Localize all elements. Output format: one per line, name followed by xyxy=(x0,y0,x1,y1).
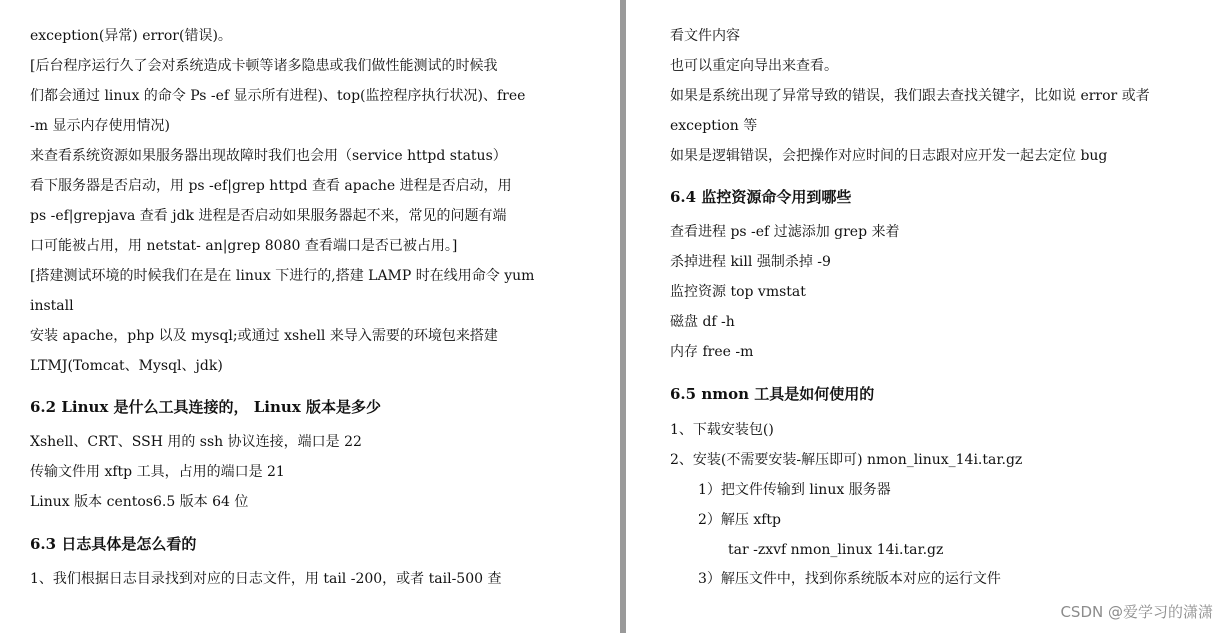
section-heading-6-4: 6.4 监控资源命令用到哪些 xyxy=(670,188,852,206)
text-line: 安装 apache，php 以及 mysql;或通过 xshell 来导入需要的环境包来搭建 xyxy=(30,328,498,344)
text-line: 杀掉进程 kill 强制杀掉 -9 xyxy=(670,254,831,270)
text-line: 传输文件用 xftp 工具，占用的端口是 21 xyxy=(30,464,285,480)
text-line: install xyxy=(30,298,74,314)
text-line: ps -ef|grepjava 查看 jdk 进程是否启动如果服务器起不来，常见的问题有端 xyxy=(30,208,507,224)
text-line: 2）解压 xftp xyxy=(698,512,782,528)
text-line: 查看进程 ps -ef 过滤添加 grep 来着 xyxy=(670,224,900,240)
text-line: 看文件内容 xyxy=(670,28,740,44)
text-line: 监控资源 top vmstat xyxy=(670,284,806,300)
text-line: 看下服务器是否启动，用 ps -ef|grep httpd 查看 apache 进程是否启动，用 xyxy=(30,178,512,194)
text-line: 1、下载安装包() xyxy=(670,422,774,438)
text-line: 如果是系统出现了异常导致的错误，我们跟去查找关键字，比如说 error 或者 xyxy=(670,88,1150,104)
text-line: 2、安装(不需要安装-解压即可) nmon_linux_14i.tar.gz xyxy=(670,452,1023,468)
text-line: 3）解压文件中，找到你系统版本对应的运行文件 xyxy=(698,571,1001,587)
text-line: 们都会通过 linux 的命令 Ps -ef 显示所有进程)、top(监控程序执行状况)、free xyxy=(30,88,526,104)
text-line: 1）把文件传输到 linux 服务器 xyxy=(698,482,891,498)
text-line: exception(异常) error(错误)。 xyxy=(30,28,232,44)
text-line: 如果是逻辑错误，会把操作对应时间的日志跟对应开发一起去定位 bug xyxy=(670,148,1108,164)
page-divider xyxy=(620,0,626,633)
text-line: exception 等 xyxy=(670,118,758,134)
text-line: [后台程序运行久了会对系统造成卡顿等诸多隐患或我们做性能测试的时候我 xyxy=(30,58,498,74)
text-line: [搭建测试环境的时候我们在是在 linux 下进行的,搭建 LAMP 时在线用命令 yum xyxy=(30,268,535,284)
section-heading-6-2: 6.2 Linux 是什么工具连接的， Linux 版本是多少 xyxy=(30,398,381,416)
section-heading-6-3: 6.3 日志具体是怎么看的 xyxy=(30,535,197,553)
csdn-watermark: CSDN @爱学习的潇潇 xyxy=(1060,603,1213,621)
text-line: 内存 free -m xyxy=(670,344,754,360)
text-line: 也可以重定向导出来查看。 xyxy=(670,58,838,74)
right-page-column xyxy=(628,0,1227,633)
text-line: 口可能被占用，用 netstat- an|grep 8080 查看端口是否已被占用。] xyxy=(30,238,458,254)
text-line: 磁盘 df -h xyxy=(670,314,735,330)
text-line: 1、我们根据日志目录找到对应的日志文件，用 tail -200，或者 tail-500 查 xyxy=(30,571,502,587)
section-heading-6-5: 6.5 nmon 工具是如何使用的 xyxy=(670,385,875,403)
text-line: Linux 版本 centos6.5 版本 64 位 xyxy=(30,494,249,510)
text-line: LTMJ(Tomcat、Mysql、jdk) xyxy=(30,358,223,374)
text-line: -m 显示内存使用情况) xyxy=(30,118,170,134)
text-line: 来查看系统资源如果服务器出现故障时我们也会用（service httpd status） xyxy=(30,148,507,164)
text-line: tar -zxvf nmon_linux 14i.tar.gz xyxy=(728,542,944,558)
text-line: Xshell、CRT、SSH 用的 ssh 协议连接，端口是 22 xyxy=(30,434,362,450)
